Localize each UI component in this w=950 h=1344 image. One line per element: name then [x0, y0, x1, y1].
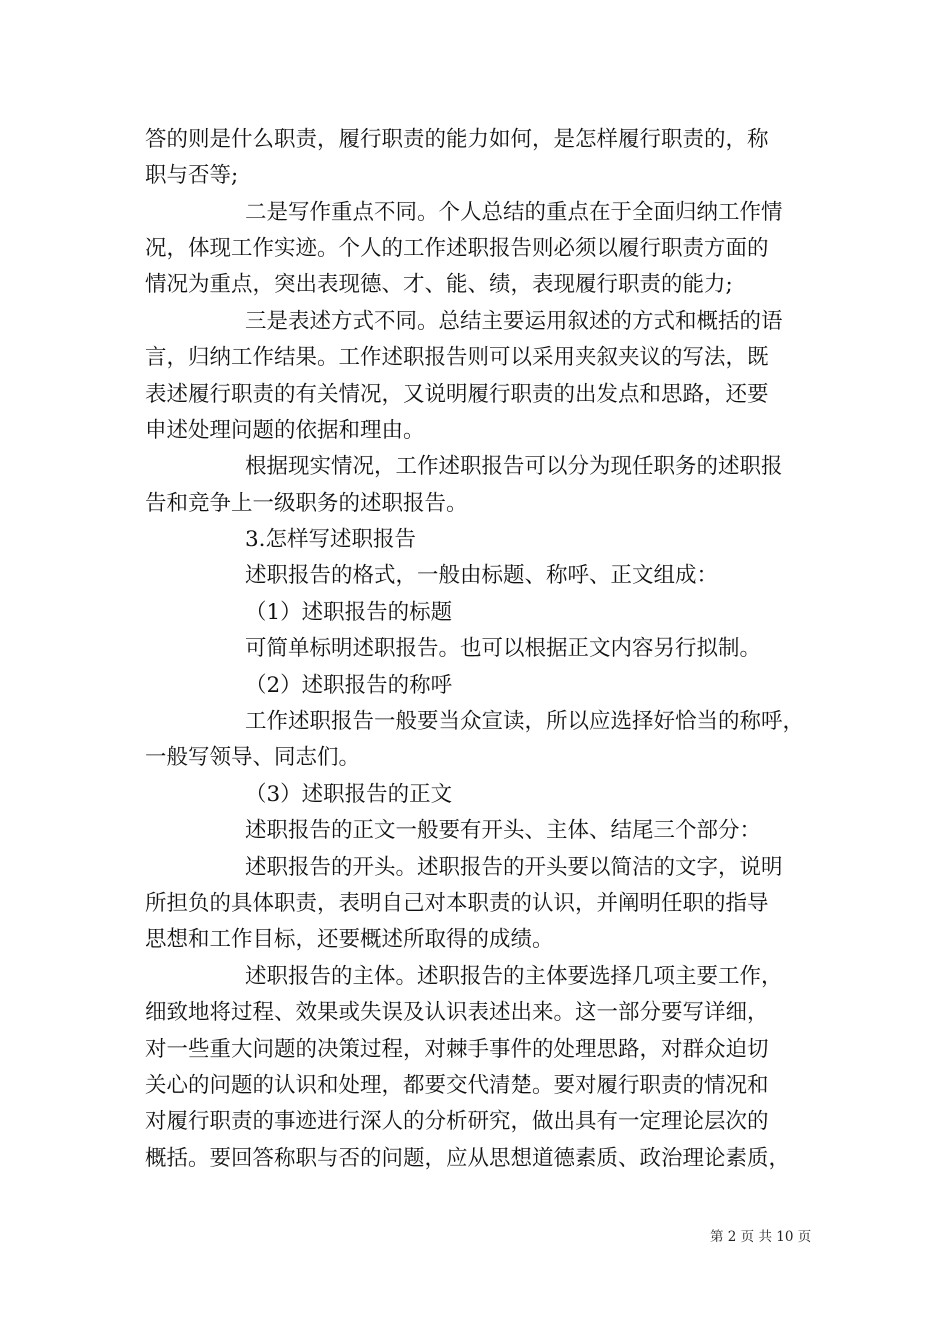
text-line: 职与否等; [145, 163, 239, 188]
text-line: 对一些重大问题的决策过程，对棘手事件的处理思路，对群众迫切 [145, 1037, 769, 1062]
text-line: 述职报告的正文一般要有开头、主体、结尾三个部分： [245, 818, 762, 843]
text-line: 况，体现工作实迹。个人的工作述职报告则必须以履行职责方面的 [145, 236, 769, 261]
text-line: 所担负的具体职责，表明自己对本职责的认识，并阐明任职的指导 [145, 891, 769, 916]
text-line: 二是写作重点不同。个人总结的重点在于全面归纳工作情 [245, 200, 783, 225]
subsection-heading: （2）述职报告的称呼 [245, 673, 453, 698]
text-line: 答的则是什么职责，履行职责的能力如何，是怎样履行职责的，称 [145, 127, 769, 152]
subsection-heading: （3）述职报告的正文 [245, 782, 453, 807]
text-line: 一般写领导、同志们。 [145, 745, 361, 770]
section-heading: 3.怎样写述职报告 [245, 527, 417, 552]
text-line: 概括。要回答称职与否的问题，应从思想道德素质、政治理论素质， [145, 1146, 791, 1171]
text-line: 细致地将过程、效果或失误及认识表述出来。这一部分要写详细， [145, 1000, 769, 1025]
text-line: 申述处理问题的依据和理由。 [145, 418, 425, 443]
text-line: 述职报告的主体。述职报告的主体要选择几项主要工作， [245, 964, 783, 989]
text-line: 三是表述方式不同。总结主要运用叙述的方式和概括的语 [245, 309, 783, 334]
text-line: 述职报告的开头。述职报告的开头要以简洁的文字，说明 [245, 855, 783, 880]
text-line: 述职报告的格式，一般由标题、称呼、正文组成： [245, 563, 719, 588]
text-line: 可简单标明述职报告。也可以根据正文内容另行拟制。 [245, 636, 762, 661]
text-line: 告和竞争上一级职务的述职报告。 [145, 491, 468, 516]
text-line: 对履行职责的事迹进行深人的分析研究，做出具有一定理论层次的 [145, 1109, 769, 1134]
text-line: 言，归纳工作结果。工作述职报告则可以采用夹叙夹议的写法，既 [145, 345, 769, 370]
page-number-footer: 第 2 页 共 10 页 [710, 1229, 812, 1245]
text-line: 思想和工作目标，还要概述所取得的成绩。 [145, 927, 554, 952]
subsection-heading: （1）述职报告的标题 [245, 600, 453, 625]
text-line: 表述履行职责的有关情况，又说明履行职责的出发点和思路，还要 [145, 382, 769, 407]
text-line: 情况为重点，突出表现德、才、能、绩，表现履行职责的能力; [145, 272, 733, 297]
text-line: 工作述职报告一般要当众宣读，所以应选择好恰当的称呼， [245, 709, 805, 734]
text-line: 根据现实情况，工作述职报告可以分为现任职务的述职报 [245, 454, 783, 479]
text-line: 关心的问题的认识和处理，都要交代清楚。要对履行职责的情况和 [145, 1073, 769, 1098]
